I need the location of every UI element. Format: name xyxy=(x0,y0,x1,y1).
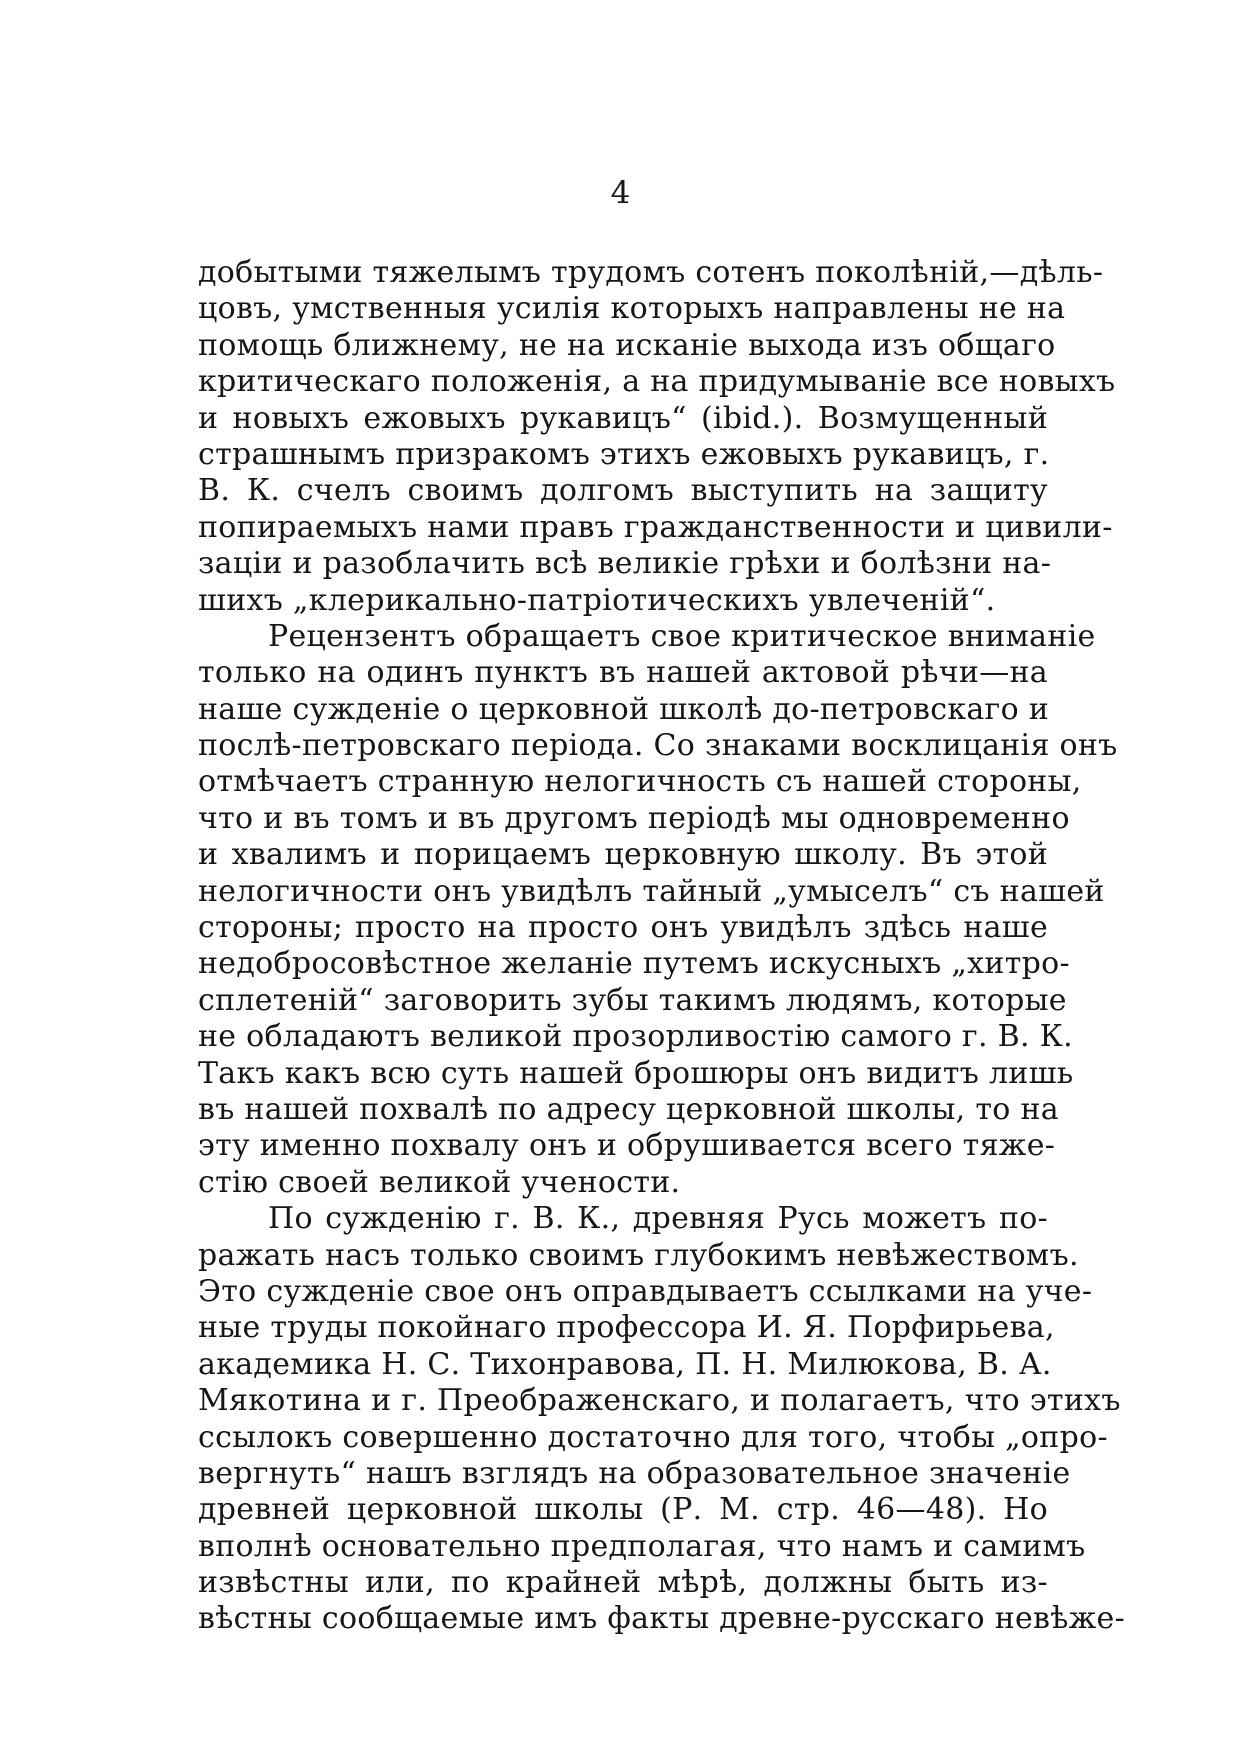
text-line: шихъ „клерикально-патріотическихъ увлеченій“. xyxy=(198,582,996,618)
text-line: только на одинъ пунктъ въ нашей актовой рѣчи—на xyxy=(198,655,1048,691)
page-number: 4 xyxy=(610,175,631,211)
text-line: извѣстны или, по крайней мѣрѣ, должны быть из- xyxy=(198,1565,1048,1601)
page-body-text xyxy=(198,255,1126,1638)
text-line: ссылокъ совершенно достаточно для того, чтобы „опро- xyxy=(198,1419,1108,1455)
text-line: ражать насъ только своимъ глубокимъ невѣжествомъ. xyxy=(198,1237,1079,1273)
text-line: заціи и разоблачить всѣ великіе грѣхи и болѣзни на- xyxy=(198,546,1052,582)
text-line: эту именно похвалу онъ и обрушивается всего тяже- xyxy=(198,1128,1056,1164)
text-line: стороны; просто на просто онъ увидѣлъ здѣсь наше xyxy=(198,910,1048,946)
text-line: древней церковной школы (Р. М. стр. 46—48). Но xyxy=(198,1492,1048,1528)
text-line: недобросовѣстное желаніе путемъ искусныхъ „хитро- xyxy=(198,946,1070,982)
text-line: добытыми тяжелымъ трудомъ сотенъ поколѣній,—дѣль- xyxy=(198,255,1104,290)
text-line: Это сужденіе свое онъ оправдываетъ ссылками на уче- xyxy=(198,1273,1093,1309)
text-line: критическаго положенія, а на придумываніе все новыхъ xyxy=(198,364,1116,400)
text-line: вполнѣ основательно предполагая, что намъ и самимъ xyxy=(198,1528,1086,1564)
text-line: въ нашей похвалѣ по адресу церковной школы, то на xyxy=(198,1091,1059,1127)
text-line: сплетеній“ заговорить зубы такимъ людямъ, которые xyxy=(198,982,1067,1018)
text-line: стію своей великой учености. xyxy=(198,1164,681,1200)
text-line: В. К. счелъ своимъ долгомъ выступить на защиту xyxy=(198,473,1048,509)
text-line: не обладаютъ великой прозорливостію самого г. В. К. xyxy=(198,1019,1073,1055)
text-line: и хвалимъ и порицаемъ церковную школу. Въ этой xyxy=(198,837,1048,873)
text-line: отмѣчаетъ странную нелогичность съ нашей стороны, xyxy=(198,764,1082,800)
text-line: вѣстны сообщаемые имъ факты древне-русскаго невѣже- xyxy=(198,1601,1126,1637)
text-line: ные труды покойнаго профессора И. Я. Порфирьева, xyxy=(198,1310,1055,1346)
text-line: академика Н. С. Тихонравова, П. Н. Милюкова, В. А. xyxy=(198,1346,1052,1382)
paragraph-first-line: По сужденію г. В. К., древняя Русь можетъ по- xyxy=(268,1201,1048,1237)
text-line: попираемыхъ нами правъ гражданственности и цивили- xyxy=(198,509,1113,545)
text-line: страшнымъ призракомъ этихъ ежовыхъ рукавицъ, г. xyxy=(198,436,1050,472)
text-line: цовъ, умственныя усилія которыхъ направлены не на xyxy=(198,291,1066,327)
text-line: Такъ какъ всю суть нашей брошюры онъ видитъ лишь xyxy=(198,1055,1074,1091)
text-line: помощь ближнему, не на исканіе выхода изъ общаго xyxy=(198,327,1056,363)
text-line: послѣ-петровскаго періода. Со знаками восклицанія онъ xyxy=(198,728,1118,764)
text-line: и новыхъ ежовыхъ рукавицъ“ (ibid.). Возмущенный xyxy=(198,400,1048,436)
text-line: Мякотина и г. Преображенскаго, и полагаетъ, что этихъ xyxy=(198,1383,1121,1419)
text-line: вергнуть“ нашъ взглядъ на образовательное значеніе xyxy=(198,1455,1071,1491)
text-line: нелогичности онъ увидѣлъ тайный „умыселъ“ съ нашей xyxy=(198,873,1105,909)
paragraph-first-line: Рецензентъ обращаетъ свое критическое вниманіе xyxy=(268,618,1096,654)
text-line: что и въ томъ и въ другомъ періодѣ мы одновременно xyxy=(198,800,1070,836)
text-line: наше сужденіе о церковной школѣ до-петровскаго и xyxy=(198,691,1050,727)
